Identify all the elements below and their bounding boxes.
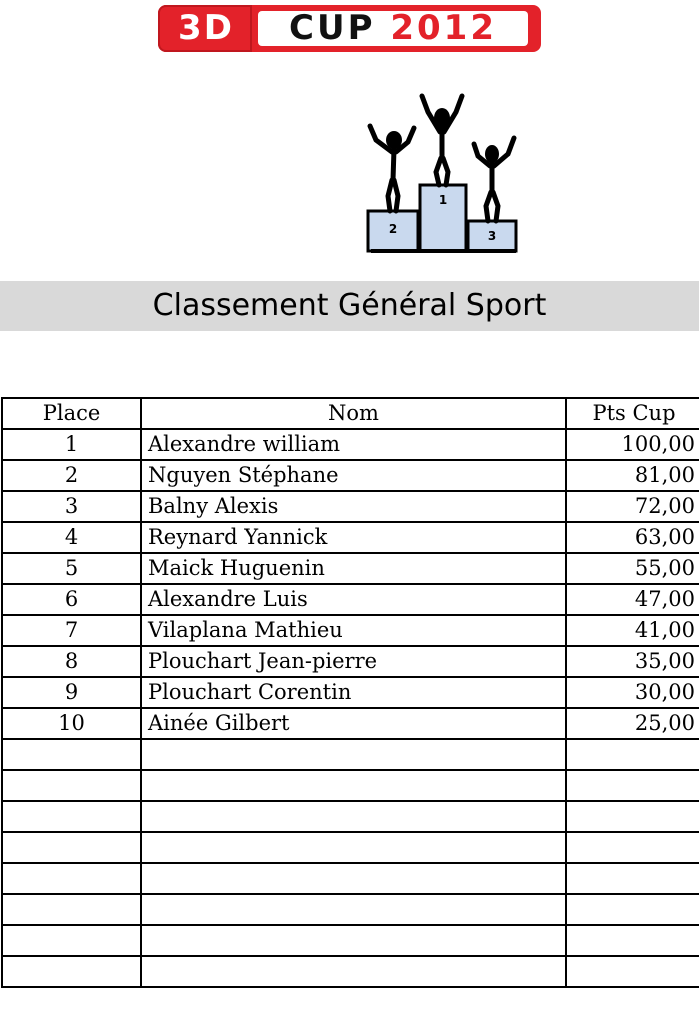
cell-pts: 72,00 xyxy=(566,491,699,522)
table-row xyxy=(2,460,699,491)
cell-place: 5 xyxy=(2,553,141,584)
empty-table-row xyxy=(2,863,699,894)
table-row xyxy=(2,553,699,584)
cell-pts: 55,00 xyxy=(566,553,699,584)
empty-cell xyxy=(141,956,566,987)
header-nom: Nom xyxy=(141,398,566,429)
cell-pts: 81,00 xyxy=(566,460,699,491)
empty-cell xyxy=(141,832,566,863)
cell-pts: 30,00 xyxy=(566,677,699,708)
table-body xyxy=(2,429,699,987)
table-row xyxy=(2,522,699,553)
winner-figure-2 xyxy=(370,126,414,211)
empty-cell xyxy=(566,863,699,894)
empty-cell xyxy=(141,801,566,832)
cell-pts: 35,00 xyxy=(566,646,699,677)
podium-label-2: 2 xyxy=(388,222,398,236)
title-band xyxy=(0,281,699,331)
header-place: Place xyxy=(2,398,141,429)
logo-3d-text: 3D xyxy=(178,8,234,48)
empty-cell xyxy=(566,956,699,987)
cell-nom: Plouchart Corentin xyxy=(141,677,566,708)
cell-place: 1 xyxy=(2,429,141,460)
empty-cell xyxy=(566,801,699,832)
cell-nom: Nguyen Stéphane xyxy=(141,460,566,491)
ranking-table xyxy=(1,397,699,988)
table-row xyxy=(2,646,699,677)
cell-nom: Reynard Yannick xyxy=(141,522,566,553)
cell-pts: 47,00 xyxy=(566,584,699,615)
cell-place: 7 xyxy=(2,615,141,646)
cell-pts: 63,00 xyxy=(566,522,699,553)
cell-place: 10 xyxy=(2,708,141,739)
empty-cell xyxy=(2,925,141,956)
empty-cell xyxy=(566,770,699,801)
empty-cell xyxy=(141,863,566,894)
cell-nom: Balny Alexis xyxy=(141,491,566,522)
cell-nom: Alexandre Luis xyxy=(141,584,566,615)
empty-cell xyxy=(141,770,566,801)
logo-year: 2012 xyxy=(390,8,497,48)
cell-nom: Maick Huguenin xyxy=(141,553,566,584)
cup-logo xyxy=(158,5,541,52)
empty-table-row xyxy=(2,832,699,863)
empty-cell xyxy=(566,925,699,956)
cell-pts: 41,00 xyxy=(566,615,699,646)
table-row xyxy=(2,584,699,615)
cell-place: 6 xyxy=(2,584,141,615)
cell-pts: 25,00 xyxy=(566,708,699,739)
cell-pts: 100,00 xyxy=(566,429,699,460)
cell-place: 3 xyxy=(2,491,141,522)
empty-cell xyxy=(2,770,141,801)
table-row xyxy=(2,491,699,522)
empty-cell xyxy=(141,739,566,770)
empty-cell xyxy=(566,894,699,925)
cell-place: 2 xyxy=(2,460,141,491)
cell-nom: Vilaplana Mathieu xyxy=(141,615,566,646)
table-row xyxy=(2,615,699,646)
winner-figure-1 xyxy=(422,96,462,185)
table-row xyxy=(2,429,699,460)
empty-table-row xyxy=(2,956,699,987)
logo-cup-text xyxy=(258,9,528,48)
empty-cell xyxy=(2,739,141,770)
empty-cell xyxy=(2,894,141,925)
cell-place: 8 xyxy=(2,646,141,677)
table-row xyxy=(2,677,699,708)
table-row xyxy=(2,708,699,739)
table-header-row xyxy=(2,398,699,429)
podium-label-3: 3 xyxy=(487,229,497,243)
empty-cell xyxy=(566,832,699,863)
cell-nom: Alexandre william xyxy=(141,429,566,460)
header-pts: Pts Cup xyxy=(566,398,699,429)
empty-table-row xyxy=(2,801,699,832)
empty-table-row xyxy=(2,739,699,770)
empty-table-row xyxy=(2,925,699,956)
empty-table-row xyxy=(2,770,699,801)
podium-illustration xyxy=(362,88,522,254)
empty-cell xyxy=(2,801,141,832)
podium-label-1: 1 xyxy=(438,193,448,207)
empty-cell xyxy=(141,925,566,956)
empty-cell xyxy=(566,739,699,770)
empty-table-row xyxy=(2,894,699,925)
winner-figure-3 xyxy=(474,138,514,221)
logo-cup-word: CUP xyxy=(289,8,376,48)
empty-cell xyxy=(2,956,141,987)
empty-cell xyxy=(141,894,566,925)
empty-cell xyxy=(2,832,141,863)
cell-nom: Ainée Gilbert xyxy=(141,708,566,739)
page-title: Classement Général Sport xyxy=(152,288,547,323)
cell-place: 4 xyxy=(2,522,141,553)
empty-cell xyxy=(2,863,141,894)
cell-place: 9 xyxy=(2,677,141,708)
cell-nom: Plouchart Jean-pierre xyxy=(141,646,566,677)
